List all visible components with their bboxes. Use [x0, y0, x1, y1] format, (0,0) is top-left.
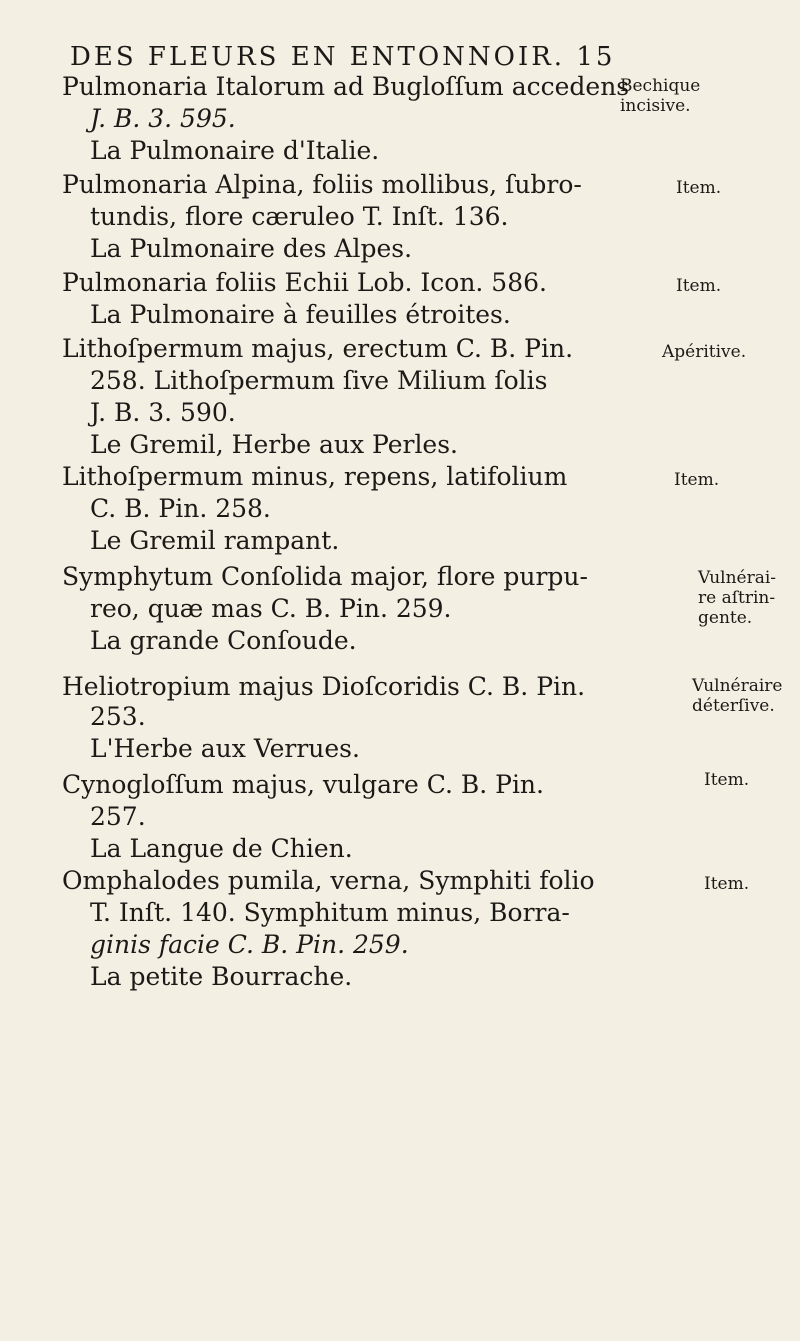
- use-note: Item.: [704, 770, 750, 790]
- french-name: La grande Conſoude.: [90, 626, 357, 655]
- use-note: déterſive.: [692, 696, 775, 716]
- use-note: gente.: [698, 608, 753, 628]
- use-note: Vulnéraire: [692, 676, 783, 696]
- entry-line: Pulmonaria Alpina, foliis mollibus, ſubro-: [62, 170, 582, 199]
- french-name: La Pulmonaire à feuilles étroites.: [90, 300, 511, 329]
- french-name: La Pulmonaire d'Italie.: [90, 136, 380, 165]
- entry-line: J. B. 3. 595.: [90, 104, 236, 133]
- entry-line: T. Inſt. 140. Symphitum minus, Borra-: [90, 898, 570, 927]
- french-name: La Langue de Chien.: [90, 834, 353, 863]
- entry-line: Cynogloſſum majus, vulgare C. B. Pin.: [62, 770, 544, 799]
- use-note: Vulnérai-: [698, 568, 777, 588]
- use-note: Item.: [704, 874, 750, 894]
- entry-line: tundis, flore cæruleo T. Inſt. 136.: [90, 202, 509, 231]
- entry-line: C. B. Pin. 258.: [90, 494, 271, 523]
- entry-line: 257.: [90, 802, 146, 831]
- french-name: Le Gremil rampant.: [90, 526, 340, 555]
- use-note: Item.: [676, 276, 722, 296]
- french-name: Le Gremil, Herbe aux Perles.: [90, 430, 459, 459]
- entry-line: Lithoſpermum majus, erectum C. B. Pin.: [62, 334, 574, 363]
- entry-line: Symphytum Conſolida major, flore purpu-: [62, 562, 588, 591]
- french-name: La Pulmonaire des Alpes.: [90, 234, 413, 263]
- entry-line: Heliotropium majus Dioſcoridis C. B. Pin.: [62, 672, 586, 701]
- entry-line: 258. Lithoſpermum ſive Milium ſolis: [90, 366, 548, 395]
- entry-line: Pulmonaria foliis Echii Lob. Icon. 586.: [62, 268, 547, 297]
- entry-line: reo, quæ mas C. B. Pin. 259.: [90, 594, 452, 623]
- entry-line: J. B. 3. 590.: [90, 398, 236, 427]
- entry-line: 253.: [90, 702, 146, 731]
- use-note: Item.: [674, 470, 720, 490]
- use-note: re aſtrin-: [698, 588, 776, 608]
- use-note: Bechique: [620, 76, 701, 96]
- french-name: La petite Bourrache.: [90, 962, 353, 991]
- running-header: DES FLEURS EN ENTONNOIR. 15: [70, 42, 616, 72]
- entry-line: ginis facie C. B. Pin. 259.: [90, 930, 409, 959]
- entry-line: Lithoſpermum minus, repens, latifolium: [62, 462, 568, 491]
- use-note: Item.: [676, 178, 722, 198]
- use-note: incisive.: [620, 96, 691, 116]
- entry-line: Pulmonaria Italorum ad Bugloſſum accedens: [62, 72, 630, 101]
- use-note: Apéritive.: [662, 342, 747, 362]
- entry-line: Omphalodes pumila, verna, Symphiti folio: [62, 866, 595, 895]
- french-name: L'Herbe aux Verrues.: [90, 734, 360, 763]
